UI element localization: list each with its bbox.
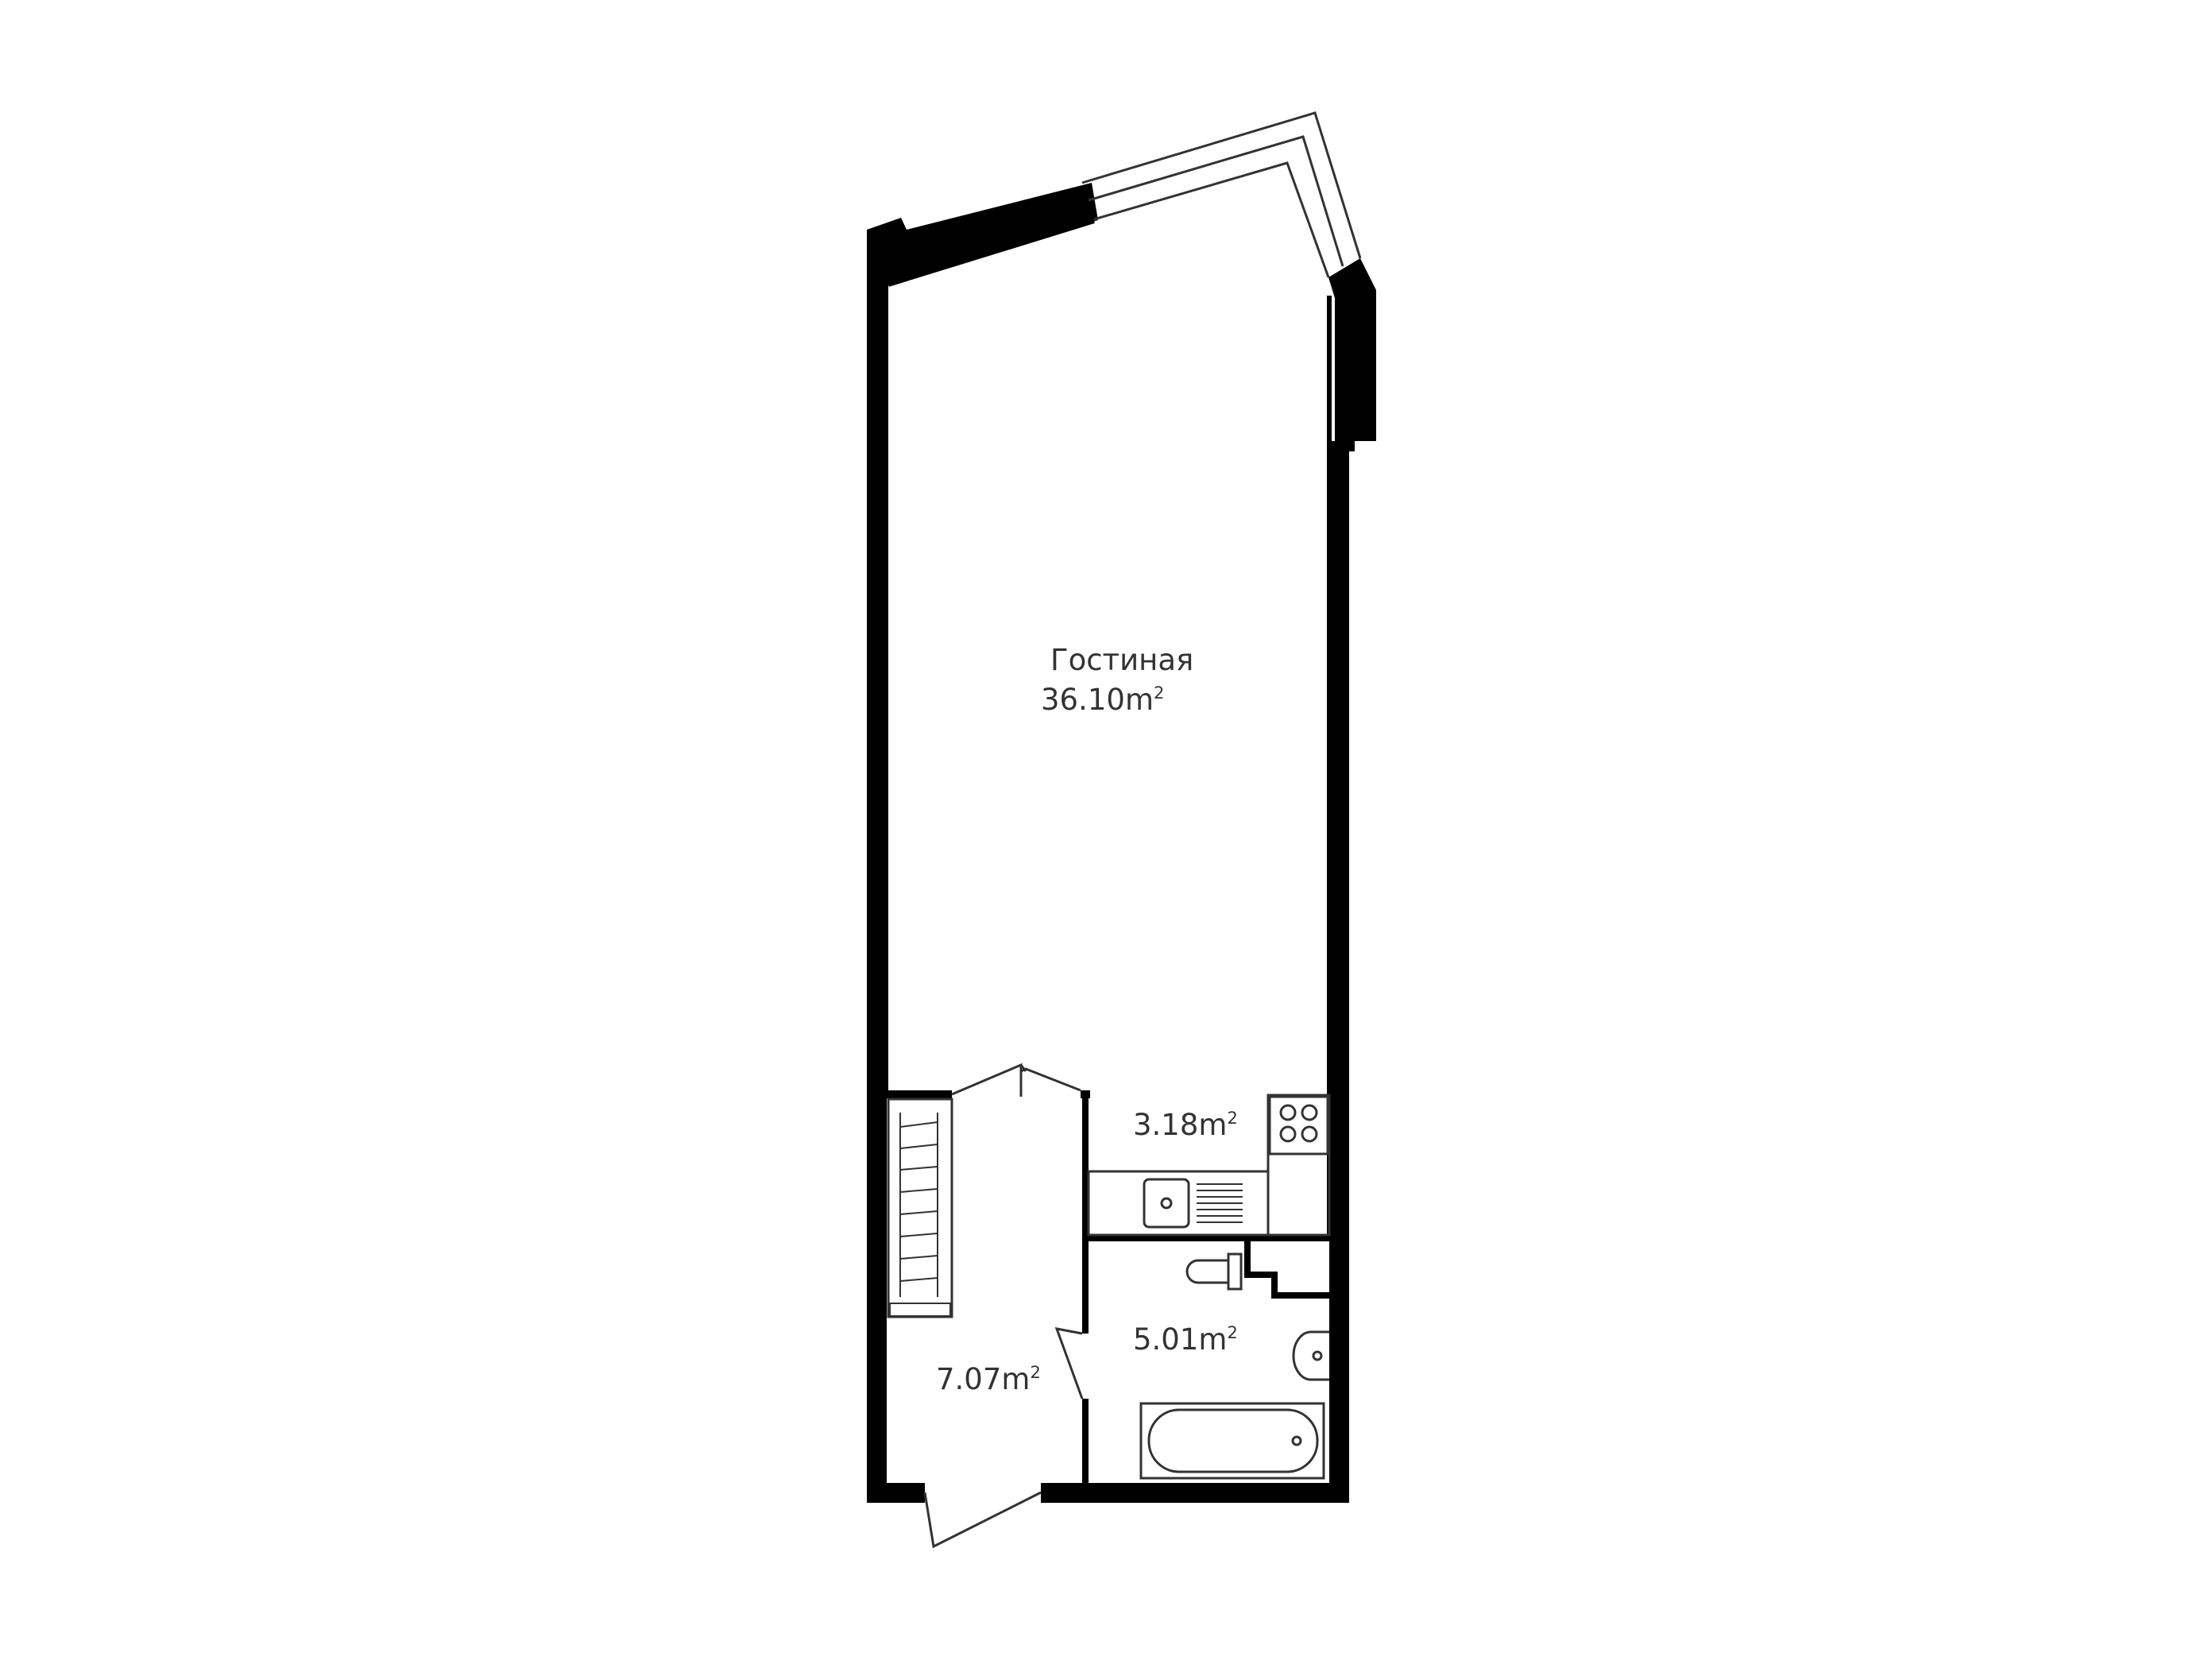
room-area-bathroom-value: 5.01: [1133, 1322, 1199, 1357]
washbasin-icon: [1294, 1332, 1329, 1380]
room-area-hallway-unit: m: [1001, 1362, 1031, 1396]
room-name-living: Гостиная: [1050, 643, 1194, 677]
wardrobe-icon: [888, 1099, 952, 1317]
room-area-bathroom: [1133, 1322, 1238, 1357]
wall-hall-top: [887, 1090, 952, 1098]
room-area-hallway-value: 7.07: [936, 1362, 1002, 1396]
room-area-living-value: 36.10: [1041, 683, 1125, 717]
room-label-living: [1041, 643, 1193, 717]
room-area-living-unit: m: [1124, 683, 1154, 717]
room-label-kitchen: [1133, 1108, 1238, 1142]
room-area-hallway-sup: 2: [1030, 1363, 1041, 1382]
room-area-living: [1041, 683, 1164, 717]
room-area-kitchen-value: 3.18: [1133, 1108, 1199, 1142]
door-icon: [925, 1065, 1082, 1547]
wall-top-left-corner: [867, 183, 1098, 1095]
interior-walls: [887, 1090, 1331, 1486]
living-room-outline: [888, 221, 1329, 1240]
wall-right-lower: [1329, 441, 1349, 1503]
wall-left-lower: [867, 1095, 887, 1503]
room-area-kitchen-sup: 2: [1227, 1109, 1238, 1128]
room-area-living-sup: 2: [1153, 683, 1165, 703]
wall-right-pier: [1328, 258, 1376, 451]
room-area-kitchen: [1133, 1108, 1238, 1142]
room-area-bathroom-unit: m: [1198, 1322, 1228, 1357]
wall-hall-bath: [1082, 1399, 1089, 1486]
sink-icon: [1144, 1179, 1243, 1227]
room-label-hallway: [936, 1362, 1041, 1396]
room-area-bathroom-sup: 2: [1227, 1323, 1238, 1342]
stove-icon: [1270, 1097, 1328, 1154]
room-label-bathroom: [1133, 1322, 1238, 1357]
exterior-walls: [867, 183, 1376, 1503]
room-area-hallway: [936, 1362, 1041, 1396]
bathtub-icon: [1141, 1403, 1324, 1478]
wall-shaft: [1244, 1240, 1329, 1299]
room-area-kitchen-unit: m: [1198, 1108, 1228, 1142]
toilet-icon: [1187, 1254, 1241, 1289]
wall-bottom-left: [867, 1483, 925, 1503]
